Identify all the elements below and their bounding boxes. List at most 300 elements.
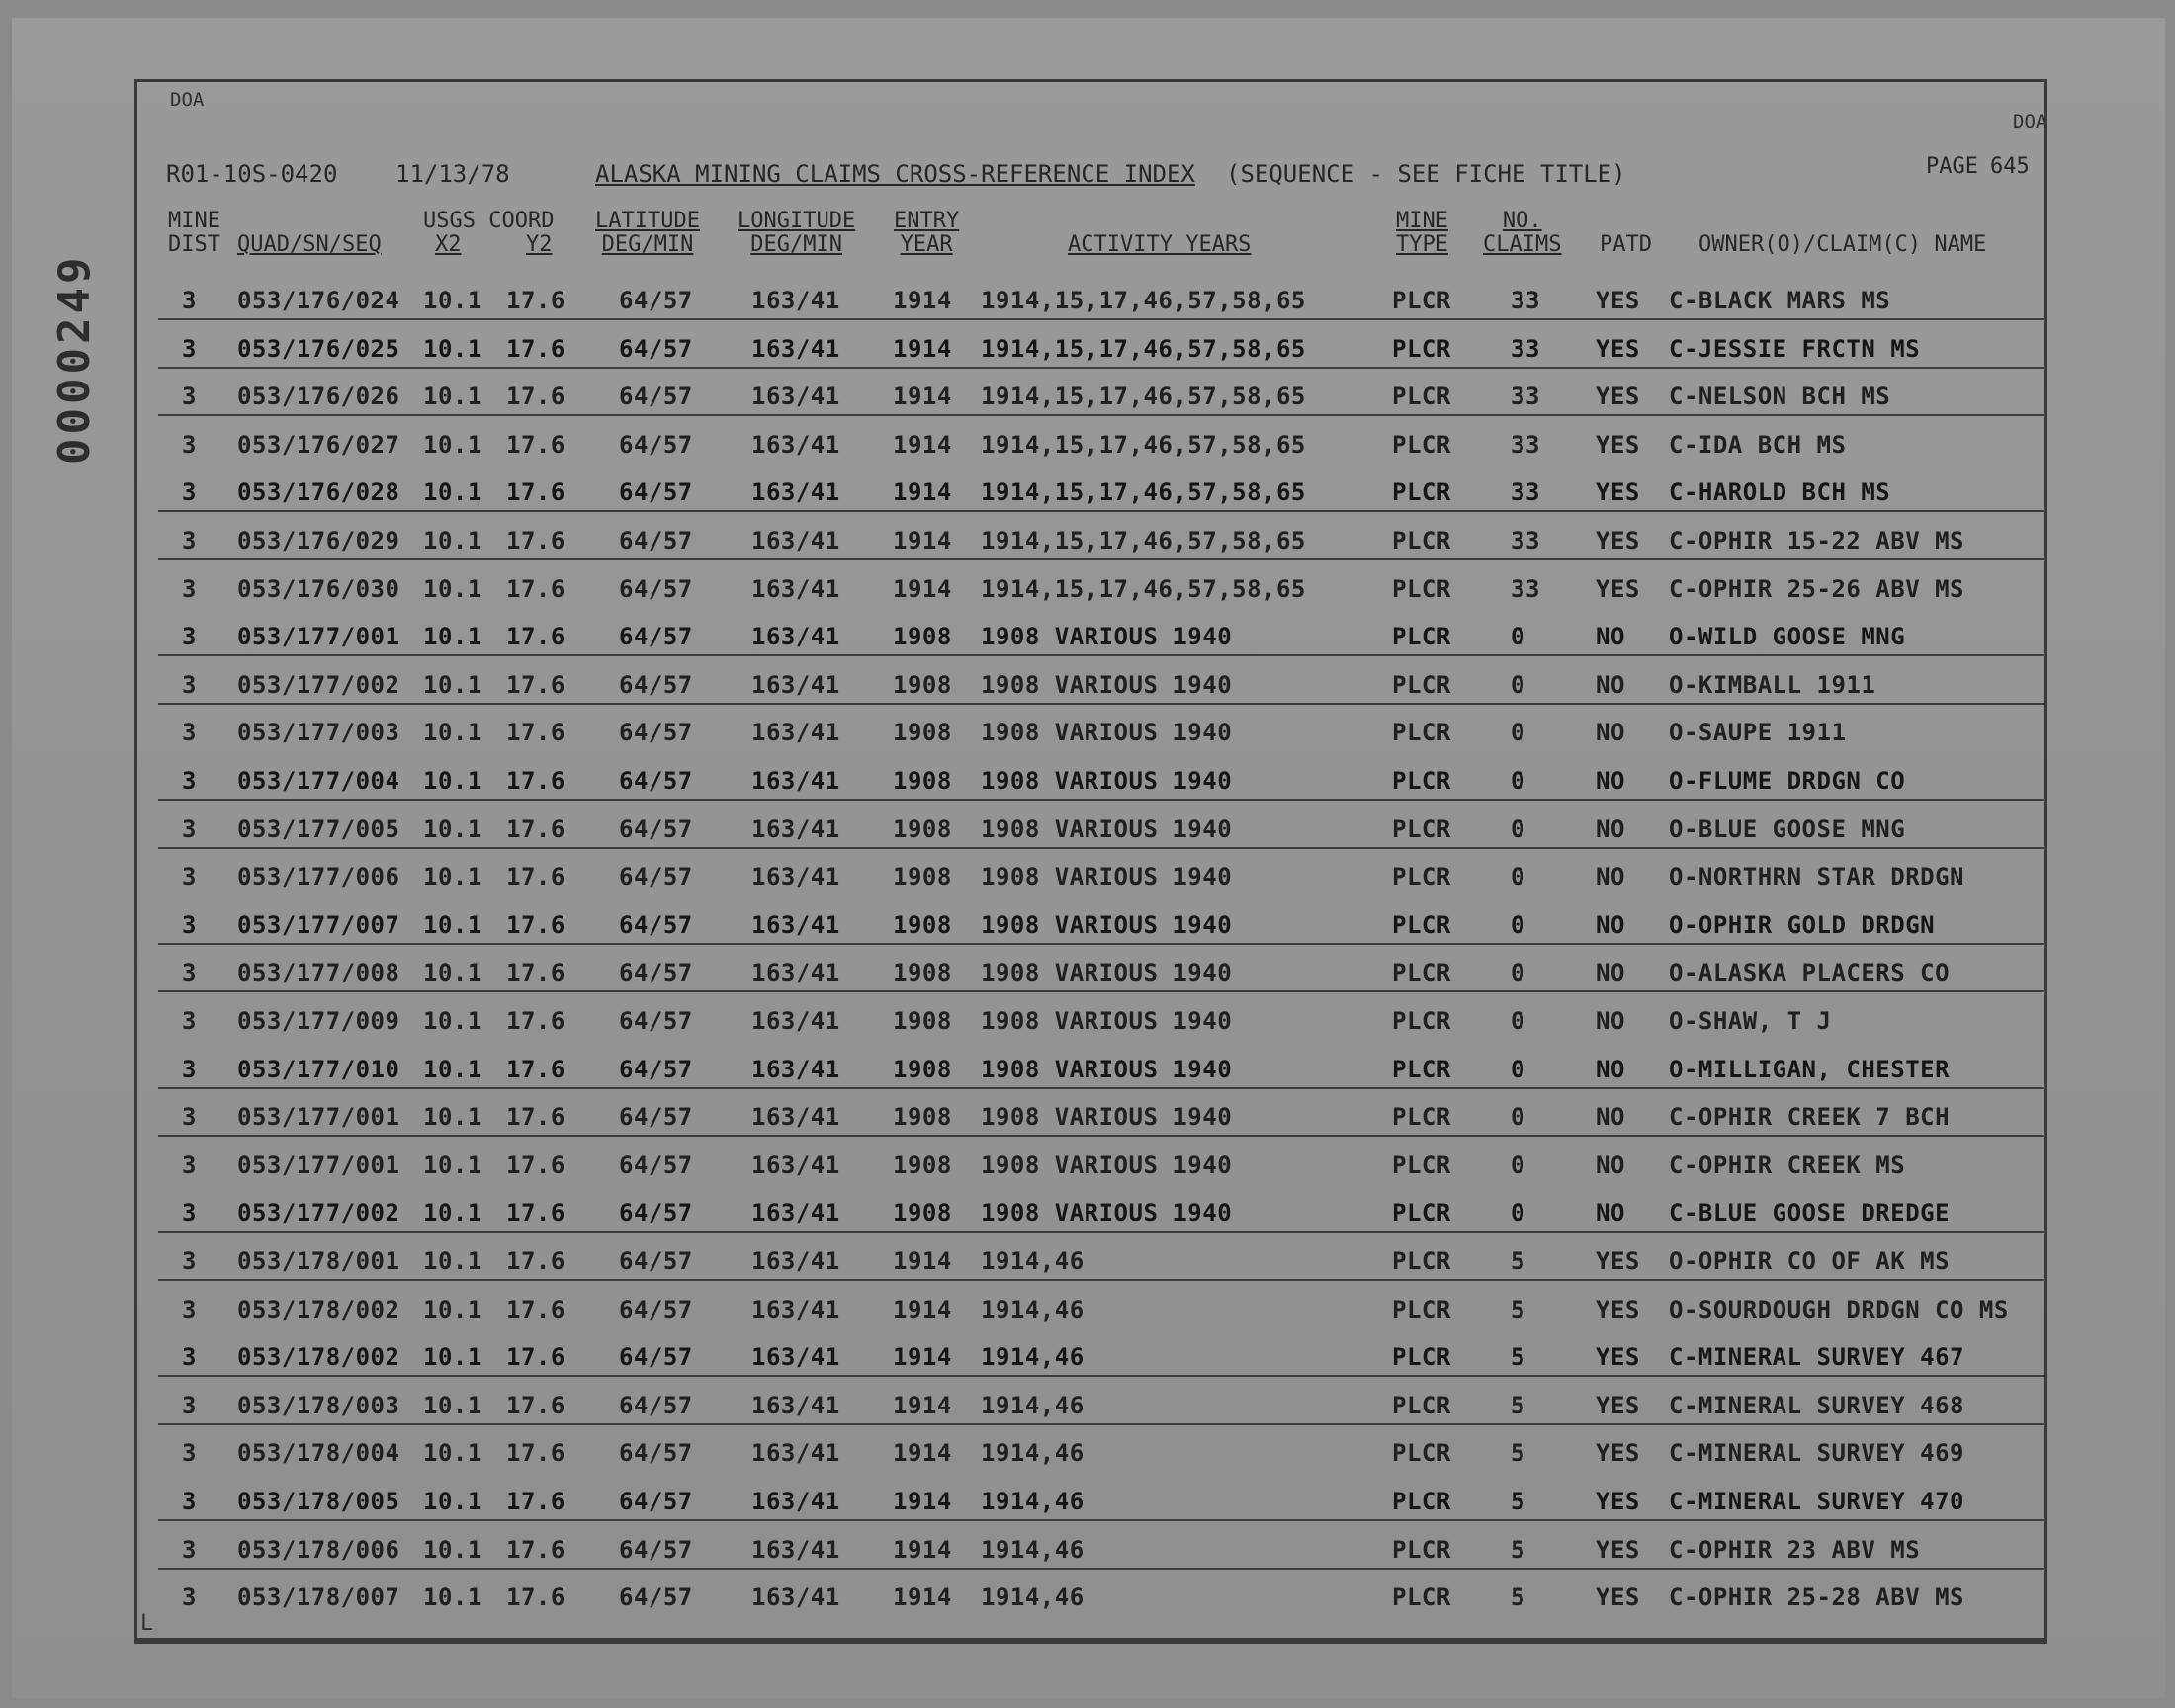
table-row	[0, 759, 2076, 807]
cell-name: C-OPHIR 23 ABV MS	[1669, 1535, 1921, 1564]
cell-activity: 1908 VARIOUS 1940	[981, 1199, 1233, 1228]
cell-patd: YES	[1596, 1343, 1640, 1372]
cell-name: C-MINERAL SURVEY 469	[1669, 1439, 1964, 1468]
cell-x2: 10.1	[423, 1055, 482, 1083]
cell-x2: 10.1	[423, 959, 482, 987]
cell-patd: YES	[1596, 1439, 1640, 1468]
cell-lon: 163/41	[751, 430, 840, 459]
cell-lon: 163/41	[751, 670, 840, 699]
cell-name: O-OPHIR CO OF AK MS	[1669, 1247, 1951, 1275]
cell-type: PLCR	[1392, 383, 1451, 411]
cell-dist: 3	[182, 478, 197, 507]
cell-entry: 1914	[893, 334, 952, 363]
cell-quad: 053/177/001	[237, 623, 400, 651]
cell-lat: 64/57	[619, 1583, 693, 1612]
cell-type: PLCR	[1392, 1199, 1451, 1228]
cell-y2: 17.6	[506, 719, 566, 747]
cell-claims: 5	[1511, 1343, 1525, 1372]
cell-claims: 5	[1511, 1535, 1525, 1564]
report-title: ALASKA MINING CLAIMS CROSS-REFERENCE INDEX	[595, 160, 1195, 188]
cell-name: O-SHAW, T J	[1669, 1007, 1832, 1035]
table-row	[0, 1239, 2076, 1287]
cell-type: PLCR	[1392, 623, 1451, 651]
cell-dist: 3	[182, 1295, 197, 1324]
cell-name: C-BLUE GOOSE DREDGE	[1669, 1199, 1951, 1228]
cell-type: PLCR	[1392, 1055, 1451, 1083]
cell-lat: 64/57	[619, 1055, 693, 1083]
cell-claims: 5	[1511, 1391, 1525, 1419]
cell-quad: 053/178/006	[237, 1535, 400, 1564]
col-latitude: LATITUDE DEG/MIN	[595, 209, 700, 257]
cell-type: PLCR	[1392, 1151, 1451, 1179]
cell-name: C-JESSIE FRCTN MS	[1669, 334, 1921, 363]
cell-dist: 3	[182, 1391, 197, 1419]
cell-name: O-MILLIGAN, CHESTER	[1669, 1055, 1951, 1083]
cell-lat: 64/57	[619, 574, 693, 603]
cell-lat: 64/57	[619, 623, 693, 651]
cell-activity: 1908 VARIOUS 1940	[981, 863, 1233, 892]
cell-entry: 1908	[893, 1199, 952, 1228]
cell-lon: 163/41	[751, 334, 840, 363]
cell-x2: 10.1	[423, 814, 482, 843]
cell-lat: 64/57	[619, 1007, 693, 1035]
cell-activity: 1914,15,17,46,57,58,65	[981, 430, 1306, 459]
cell-name: C-MINERAL SURVEY 467	[1669, 1343, 1964, 1372]
cell-quad: 053/176/030	[237, 574, 400, 603]
cell-activity: 1914,46	[981, 1295, 1085, 1324]
cell-x2: 10.1	[423, 1103, 482, 1132]
cell-x2: 10.1	[423, 1247, 482, 1275]
cell-x2: 10.1	[423, 767, 482, 795]
cell-quad: 053/178/005	[237, 1488, 400, 1515]
cell-dist: 3	[182, 1488, 197, 1515]
cell-lat: 64/57	[619, 719, 693, 747]
cell-patd: NO	[1596, 623, 1625, 651]
cell-dist: 3	[182, 1055, 197, 1083]
cell-quad: 053/177/001	[237, 1103, 400, 1132]
cell-activity: 1908 VARIOUS 1940	[981, 623, 1233, 651]
cell-dist: 3	[182, 1583, 197, 1612]
table-row	[0, 903, 2076, 951]
table-row	[0, 1431, 2076, 1479]
cell-type: PLCR	[1392, 1295, 1451, 1324]
cell-x2: 10.1	[423, 719, 482, 747]
table-row	[0, 1335, 2076, 1383]
cell-name: C-OPHIR 25-26 ABV MS	[1669, 574, 1964, 603]
cell-name: C-OPHIR 25-28 ABV MS	[1669, 1583, 1964, 1612]
cell-type: PLCR	[1392, 1007, 1451, 1035]
table-row	[0, 279, 2076, 326]
cell-y2: 17.6	[506, 1488, 566, 1515]
cell-quad: 053/178/001	[237, 1247, 400, 1275]
cell-patd: YES	[1596, 1295, 1640, 1324]
col-y2: Y2	[526, 232, 553, 257]
cell-name: O-BLUE GOOSE MNG	[1669, 814, 1906, 843]
cell-lat: 64/57	[619, 670, 693, 699]
col-entry-year: ENTRY YEAR	[894, 209, 960, 257]
cell-activity: 1914,15,17,46,57,58,65	[981, 574, 1306, 603]
table-row	[0, 567, 2076, 615]
cell-entry: 1914	[893, 1295, 952, 1324]
cell-patd: NO	[1596, 959, 1625, 987]
cell-quad: 053/177/009	[237, 1007, 400, 1035]
table-row	[0, 663, 2076, 711]
cell-entry: 1914	[893, 1391, 952, 1419]
cell-y2: 17.6	[506, 287, 566, 314]
cell-activity: 1914,46	[981, 1583, 1085, 1612]
corner-mark-right: DOA	[2013, 111, 2047, 132]
cell-y2: 17.6	[506, 1007, 566, 1035]
report-code: R01-10S-0420	[166, 160, 338, 188]
cell-entry: 1908	[893, 1007, 952, 1035]
cell-dist: 3	[182, 959, 197, 987]
cell-x2: 10.1	[423, 1151, 482, 1179]
cell-lon: 163/41	[751, 1247, 840, 1275]
cell-patd: YES	[1596, 1247, 1640, 1275]
cell-lon: 163/41	[751, 959, 840, 987]
cell-activity: 1914,15,17,46,57,58,65	[981, 478, 1306, 507]
cell-y2: 17.6	[506, 767, 566, 795]
cell-type: PLCR	[1392, 1535, 1451, 1564]
cell-patd: YES	[1596, 574, 1640, 603]
cell-patd: YES	[1596, 430, 1640, 459]
cell-patd: YES	[1596, 287, 1640, 314]
cell-patd: NO	[1596, 1007, 1625, 1035]
cell-lon: 163/41	[751, 1583, 840, 1612]
cell-patd: NO	[1596, 670, 1625, 699]
cell-claims: 0	[1511, 1199, 1525, 1228]
cell-entry: 1914	[893, 1583, 952, 1612]
cell-entry: 1914	[893, 1343, 952, 1372]
cell-claims: 33	[1511, 478, 1540, 507]
cell-activity: 1914,15,17,46,57,58,65	[981, 527, 1306, 555]
cell-name: C-OPHIR CREEK MS	[1669, 1151, 1906, 1179]
cell-y2: 17.6	[506, 383, 566, 411]
cell-quad: 053/176/026	[237, 383, 400, 411]
cell-x2: 10.1	[423, 1391, 482, 1419]
cell-type: PLCR	[1392, 767, 1451, 795]
cell-y2: 17.6	[506, 1151, 566, 1179]
cell-x2: 10.1	[423, 1343, 482, 1372]
cell-entry: 1908	[893, 1151, 952, 1179]
table-row	[0, 808, 2076, 855]
cell-name: C-HAROLD BCH MS	[1669, 478, 1891, 507]
cell-y2: 17.6	[506, 1295, 566, 1324]
cell-lat: 64/57	[619, 1151, 693, 1179]
cell-dist: 3	[182, 814, 197, 843]
cell-claims: 5	[1511, 1488, 1525, 1515]
cell-x2: 10.1	[423, 287, 482, 314]
cell-lon: 163/41	[751, 910, 840, 939]
cell-name: O-NORTHRN STAR DRDGN	[1669, 863, 1964, 892]
cell-x2: 10.1	[423, 430, 482, 459]
cell-claims: 33	[1511, 527, 1540, 555]
cell-entry: 1914	[893, 1488, 952, 1515]
cell-name: C-BLACK MARS MS	[1669, 287, 1891, 314]
cell-y2: 17.6	[506, 670, 566, 699]
cell-patd: YES	[1596, 1535, 1640, 1564]
table-row	[0, 1144, 2076, 1191]
cell-lon: 163/41	[751, 623, 840, 651]
cell-lon: 163/41	[751, 1391, 840, 1419]
cell-y2: 17.6	[506, 1055, 566, 1083]
cell-name: O-OPHIR GOLD DRDGN	[1669, 910, 1936, 939]
cell-claims: 0	[1511, 959, 1525, 987]
cell-y2: 17.6	[506, 814, 566, 843]
cell-type: PLCR	[1392, 527, 1451, 555]
cell-dist: 3	[182, 1199, 197, 1228]
cell-quad: 053/177/005	[237, 814, 400, 843]
cell-x2: 10.1	[423, 574, 482, 603]
cell-y2: 17.6	[506, 959, 566, 987]
cell-lon: 163/41	[751, 719, 840, 747]
cell-patd: NO	[1596, 767, 1625, 795]
page-label: PAGE	[1926, 154, 1978, 179]
cell-dist: 3	[182, 1343, 197, 1372]
cell-quad: 053/177/004	[237, 767, 400, 795]
table-row	[0, 327, 2076, 375]
cell-type: PLCR	[1392, 1488, 1451, 1515]
cell-entry: 1908	[893, 814, 952, 843]
cell-lon: 163/41	[751, 1343, 840, 1372]
cell-lat: 64/57	[619, 430, 693, 459]
cell-lat: 64/57	[619, 767, 693, 795]
cell-activity: 1908 VARIOUS 1940	[981, 814, 1233, 843]
cell-claims: 0	[1511, 623, 1525, 651]
cell-lon: 163/41	[751, 287, 840, 314]
cell-name: C-MINERAL SURVEY 468	[1669, 1391, 1964, 1419]
cell-name: O-WILD GOOSE MNG	[1669, 623, 1906, 651]
cell-entry: 1914	[893, 1535, 952, 1564]
cell-name: C-MINERAL SURVEY 470	[1669, 1488, 1964, 1515]
cell-lon: 163/41	[751, 863, 840, 892]
cell-dist: 3	[182, 1103, 197, 1132]
cell-y2: 17.6	[506, 1199, 566, 1228]
cell-entry: 1908	[893, 623, 952, 651]
cell-lat: 64/57	[619, 1343, 693, 1372]
col-quad: QUAD/SN/SEQ	[237, 232, 382, 257]
table-row	[0, 423, 2076, 470]
cell-lon: 163/41	[751, 1295, 840, 1324]
cell-dist: 3	[182, 574, 197, 603]
cell-quad: 053/178/003	[237, 1391, 400, 1419]
cell-lat: 64/57	[619, 334, 693, 363]
table-row	[0, 1480, 2076, 1527]
col-mine-dist: MINE DIST	[168, 209, 220, 257]
cell-quad: 053/177/001	[237, 1151, 400, 1179]
cell-y2: 17.6	[506, 574, 566, 603]
cell-x2: 10.1	[423, 1295, 482, 1324]
cell-dist: 3	[182, 863, 197, 892]
cell-patd: NO	[1596, 814, 1625, 843]
cell-dist: 3	[182, 430, 197, 459]
cell-type: PLCR	[1392, 574, 1451, 603]
col-no-claims: NO. CLAIMS	[1483, 209, 1562, 257]
cell-y2: 17.6	[506, 1247, 566, 1275]
cell-x2: 10.1	[423, 383, 482, 411]
cell-activity: 1908 VARIOUS 1940	[981, 1055, 1233, 1083]
cell-lat: 64/57	[619, 1247, 693, 1275]
table-row	[0, 711, 2076, 758]
cell-y2: 17.6	[506, 334, 566, 363]
cell-entry: 1914	[893, 1247, 952, 1275]
cell-y2: 17.6	[506, 478, 566, 507]
cell-lon: 163/41	[751, 1199, 840, 1228]
cell-type: PLCR	[1392, 670, 1451, 699]
cell-quad: 053/176/029	[237, 527, 400, 555]
cell-dist: 3	[182, 334, 197, 363]
cell-name: O-ALASKA PLACERS CO	[1669, 959, 1951, 987]
cell-dist: 3	[182, 527, 197, 555]
cell-activity: 1914,46	[981, 1247, 1085, 1275]
cell-type: PLCR	[1392, 863, 1451, 892]
cell-quad: 053/177/007	[237, 910, 400, 939]
cell-name: C-NELSON BCH MS	[1669, 383, 1891, 411]
cell-patd: YES	[1596, 334, 1640, 363]
cell-activity: 1914,46	[981, 1439, 1085, 1468]
cell-patd: NO	[1596, 1151, 1625, 1179]
cell-lon: 163/41	[751, 1055, 840, 1083]
cell-claims: 5	[1511, 1295, 1525, 1324]
cell-y2: 17.6	[506, 527, 566, 555]
cell-lon: 163/41	[751, 814, 840, 843]
cell-patd: YES	[1596, 1488, 1640, 1515]
page-indicator	[1926, 154, 2042, 179]
cell-dist: 3	[182, 670, 197, 699]
table-row	[0, 951, 2076, 998]
cell-patd: NO	[1596, 1103, 1625, 1132]
cell-claims: 0	[1511, 1055, 1525, 1083]
cell-lon: 163/41	[751, 527, 840, 555]
cell-entry: 1908	[893, 959, 952, 987]
cell-type: PLCR	[1392, 1247, 1451, 1275]
cell-lat: 64/57	[619, 1199, 693, 1228]
col-activity-years: ACTIVITY YEARS	[1068, 232, 1252, 257]
cell-type: PLCR	[1392, 959, 1451, 987]
cell-patd: YES	[1596, 383, 1640, 411]
cell-patd: YES	[1596, 478, 1640, 507]
cell-claims: 0	[1511, 670, 1525, 699]
cell-claims: 33	[1511, 287, 1540, 314]
cell-quad: 053/178/004	[237, 1439, 400, 1468]
cell-claims: 0	[1511, 719, 1525, 747]
cell-lat: 64/57	[619, 1439, 693, 1468]
cell-dist: 3	[182, 1007, 197, 1035]
corner-mark-left: DOA	[170, 89, 205, 111]
cell-activity: 1914,46	[981, 1488, 1085, 1515]
cell-claims: 5	[1511, 1439, 1525, 1468]
cell-lon: 163/41	[751, 1151, 840, 1179]
cell-y2: 17.6	[506, 910, 566, 939]
cell-name: C-OPHIR CREEK 7 BCH	[1669, 1103, 1951, 1132]
table-row	[0, 1576, 2076, 1623]
table-row	[0, 375, 2076, 422]
cell-claims: 5	[1511, 1247, 1525, 1275]
cell-entry: 1908	[893, 670, 952, 699]
cell-dist: 3	[182, 1151, 197, 1179]
cell-lat: 64/57	[619, 527, 693, 555]
cell-activity: 1908 VARIOUS 1940	[981, 719, 1233, 747]
table-row	[0, 1288, 2076, 1335]
col-mine-type: MINE TYPE	[1396, 209, 1448, 257]
cell-lon: 163/41	[751, 1488, 840, 1515]
cell-patd: YES	[1596, 1391, 1640, 1419]
cell-activity: 1914,15,17,46,57,58,65	[981, 383, 1306, 411]
cell-type: PLCR	[1392, 430, 1451, 459]
cell-y2: 17.6	[506, 623, 566, 651]
cell-entry: 1914	[893, 287, 952, 314]
cell-type: PLCR	[1392, 1103, 1451, 1132]
cell-activity: 1908 VARIOUS 1940	[981, 1151, 1233, 1179]
table-row	[0, 615, 2076, 662]
table-row	[0, 999, 2076, 1047]
cell-x2: 10.1	[423, 1007, 482, 1035]
cell-lat: 64/57	[619, 287, 693, 314]
cell-activity: 1908 VARIOUS 1940	[981, 910, 1233, 939]
col-patd: PATD	[1600, 232, 1652, 257]
report-date: 11/13/78	[395, 160, 510, 188]
cell-activity: 1908 VARIOUS 1940	[981, 1007, 1233, 1035]
cell-activity: 1908 VARIOUS 1940	[981, 670, 1233, 699]
cell-lat: 64/57	[619, 1103, 693, 1132]
col-usgs-coord: USGS COORD	[423, 209, 555, 233]
cell-activity: 1914,15,17,46,57,58,65	[981, 334, 1306, 363]
cell-quad: 053/178/007	[237, 1583, 400, 1612]
cell-quad: 053/177/002	[237, 670, 400, 699]
cell-type: PLCR	[1392, 478, 1451, 507]
cell-name: O-SOURDOUGH DRDGN CO MS	[1669, 1295, 2009, 1324]
cell-entry: 1908	[893, 1103, 952, 1132]
cell-activity: 1914,46	[981, 1391, 1085, 1419]
cell-dist: 3	[182, 623, 197, 651]
cell-type: PLCR	[1392, 1439, 1451, 1468]
cell-quad: 053/176/028	[237, 478, 400, 507]
cell-claims: 0	[1511, 814, 1525, 843]
fiche-vertical-id: 0000249	[49, 253, 100, 465]
cell-claims: 0	[1511, 910, 1525, 939]
cell-claims: 0	[1511, 1103, 1525, 1132]
cell-activity: 1914,15,17,46,57,58,65	[981, 287, 1306, 314]
table-row	[0, 519, 2076, 566]
col-owner-claim-name: OWNER(O)/CLAIM(C) NAME	[1698, 232, 1987, 257]
cell-entry: 1914	[893, 478, 952, 507]
cell-x2: 10.1	[423, 1535, 482, 1564]
cell-lat: 64/57	[619, 1488, 693, 1515]
table-row	[0, 1384, 2076, 1431]
cell-dist: 3	[182, 910, 197, 939]
cell-patd: NO	[1596, 1199, 1625, 1228]
cell-quad: 053/177/002	[237, 1199, 400, 1228]
cell-type: PLCR	[1392, 910, 1451, 939]
cell-lat: 64/57	[619, 1535, 693, 1564]
cell-type: PLCR	[1392, 1343, 1451, 1372]
cell-lat: 64/57	[619, 383, 693, 411]
table-row	[0, 1191, 2076, 1238]
cell-entry: 1908	[893, 719, 952, 747]
cell-y2: 17.6	[506, 1343, 566, 1372]
cell-lat: 64/57	[619, 863, 693, 892]
cell-type: PLCR	[1392, 1391, 1451, 1419]
cell-x2: 10.1	[423, 910, 482, 939]
cell-dist: 3	[182, 1247, 197, 1275]
cell-lat: 64/57	[619, 910, 693, 939]
bottom-rule	[134, 1641, 2047, 1644]
cell-name: C-OPHIR 15-22 ABV MS	[1669, 527, 1964, 555]
cell-claims: 5	[1511, 1583, 1525, 1612]
cell-claims: 0	[1511, 767, 1525, 795]
col-x2: X2	[435, 232, 462, 257]
cell-patd: NO	[1596, 863, 1625, 892]
